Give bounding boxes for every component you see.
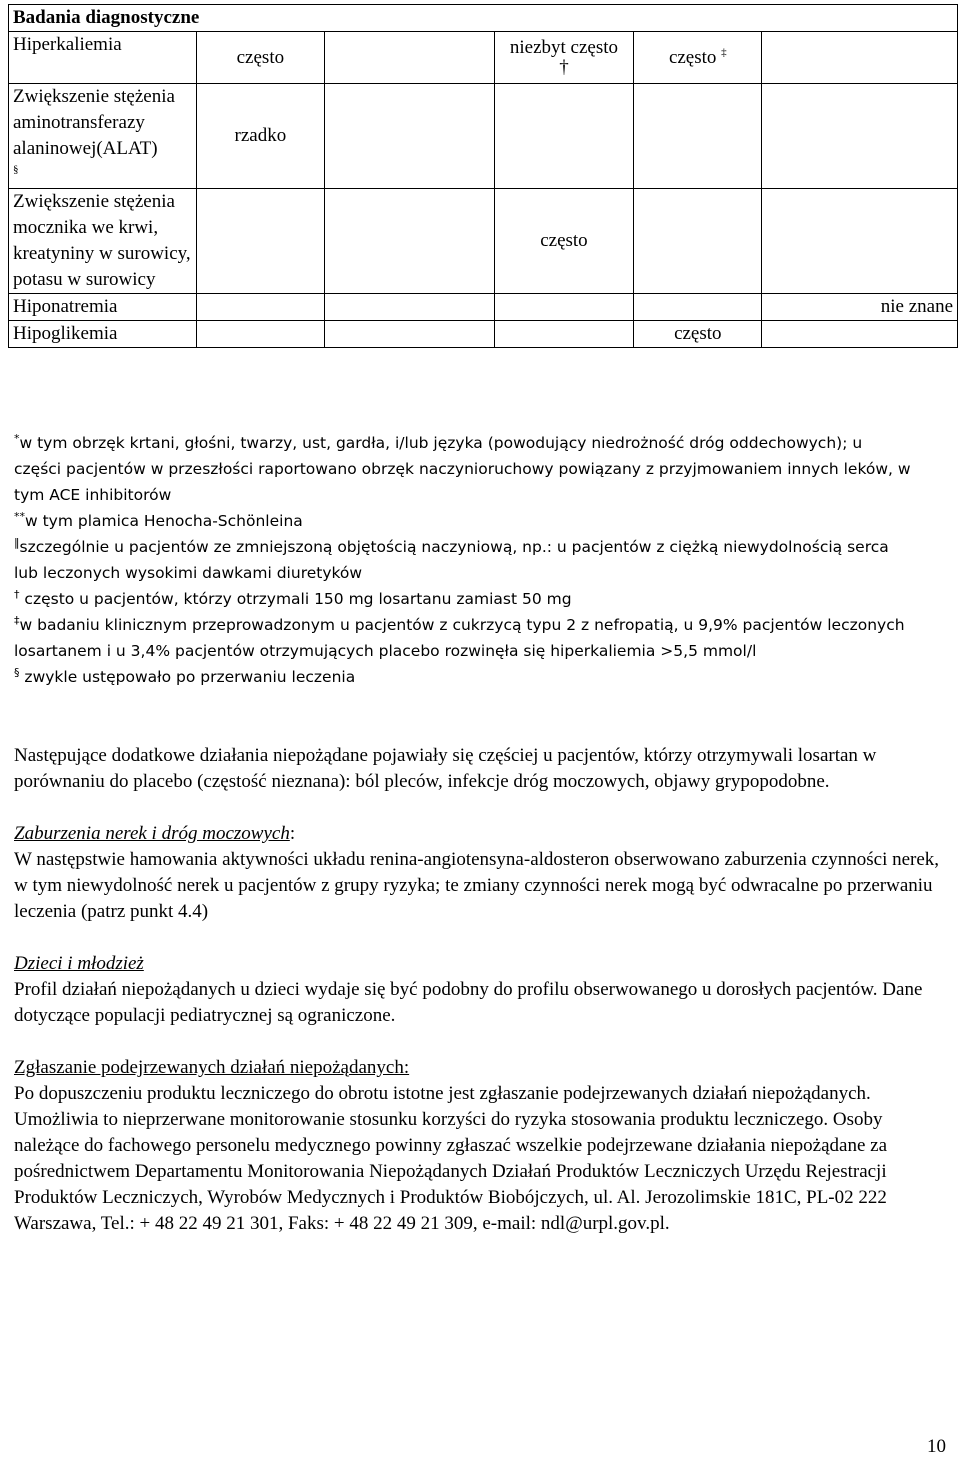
footnote: *w tym obrzęk krtani, głośni, twarzy, ust, gardła, i/lub języka (powodujący niedrożność dróg oddechowych); u części pacjentów w przeszłości raportowano obrzęk naczynioruchowy powiązany z przyjmowaniem innych leków, w tym ACE inhibitorów [14,431,911,504]
adverse-effects-table [8,4,958,348]
row-name: Hiperkaliemia [9,32,197,84]
table-row [9,189,958,294]
section-heading: Dzieci i młodzież [14,953,144,974]
footnote: † często u pacjentów, którzy otrzymali 150 mg losartanu zamiast 50 mg [14,587,572,608]
row-name: Zwiększenie stężenia aminotransferazy alaninowej(ALAT) § [9,84,197,189]
section-heading: Zgłaszanie podejrzewanych działań niepożądanych: [14,1057,410,1078]
footnote: § zwykle ustępowało po przerwaniu leczenia [14,665,356,686]
table-row [9,32,958,84]
body-text [14,743,944,1263]
cell-frequency: rzadko [196,84,324,189]
footnote: ‡w badaniu klinicznym przeprowadzonym u pacjentów z cukrzycą typu 2 z nefropatią, u 9,9% pacjentów leczonych losartanem i u 3,4% pacjentów otrzymujących placebo rozwinęła się hiperkaliemia >5,5 mmol/l [14,613,905,660]
cell-frequency: często ‡ [634,32,762,84]
row-name: Hipoglikemia [9,321,197,348]
paragraph: Następujące dodatkowe działania niepożądane pojawiały się częściej u pacjentów, którzy otrzymywali losartan w porównaniu do placebo (częstość nieznana): ból pleców, infekcje dróg moczowych, objawy grypopodobne. [14,745,877,792]
table-row [9,84,958,189]
page-number: 10 [927,1436,946,1457]
paragraph: Profil działań niepożądanych u dzieci wydaje się być podobny do profilu obserwowanego u dorosłych pacjentów. Dane dotyczące populacji pediatrycznej są ograniczone. [14,979,923,1026]
paragraph: W następstwie hamowania aktywności układu renina-angiotensyna-aldosteron obserwowano zaburzenia czynności nerek, w tym niewydolność nerek u pacjentów z grupy ryzyka; te zmiany czynności nerek mogą być odwracalne po przerwaniu leczenia (patrz punkt 4.4) [14,849,940,922]
row-name: Hiponatremia [9,294,197,321]
footnote: ‖szczególnie u pacjentów ze zmniejszoną objętością naczyniową, np.: u pacjentów z ciężką niewydolnością serca lub leczonych wysokimi dawkami diuretyków [14,535,889,582]
footnote: **w tym plamica Henocha-Schönleina [14,509,303,530]
row-name: Zwiększenie stężenia mocznika we krwi, kreatyniny w surowicy, potasu w surowicy [9,189,197,294]
footnotes [14,430,914,690]
cell-frequency: niezbyt często † [494,32,634,84]
cell-frequency: często [634,321,762,348]
paragraph: Po dopuszczeniu produktu leczniczego do obrotu istotne jest zgłaszanie podejrzewanych działań niepożądanych. Umożliwia to nieprzerwane monitorowanie stosunku korzyści do ryzyka stosowania produktu leczniczego. Osoby należące do fachowego personelu medycznego powinny zgłaszać wszelkie podejrzewane działania niepożądane za pośrednictwem Departamentu Monitorowania Niepożądanych Działań Produktów Leczniczych Urzędu Rejestracji Produktów Leczniczych, Wyrobów Medycznych i Produktów Biobójczych, ul. Al. Jerozolimskie 181C, PL-02 222 Warszawa, Tel.: + 48 22 49 21 301, Faks: + 48 22 49 21 309, e-mail: ndl@urpl.gov.pl. [14,1083,888,1234]
cell-frequency: często [494,189,634,294]
section-children [14,951,944,1029]
section-heading: Zaburzenia nerek i dróg moczowych [14,823,290,844]
cell-frequency: często [196,32,324,84]
section-reporting [14,1055,944,1237]
table-row [9,294,958,321]
cell-frequency: nie znane [762,294,958,321]
table-header-row [9,5,958,32]
section-kidney: Zaburzenia nerek i dróg moczowych: W następstwie hamowania aktywności układu renina-angiotensyna-aldosteron obserwowano zaburzenia czynności nerek, w tym niewydolność nerek u pacjentów z grupy ryzyka; te zmiany czynności nerek mogą być odwracalne po przerwaniu leczenia (patrz punkt 4.4) [14,823,940,922]
table-row [9,321,958,348]
table-header: Badania diagnostyczne [9,5,958,32]
